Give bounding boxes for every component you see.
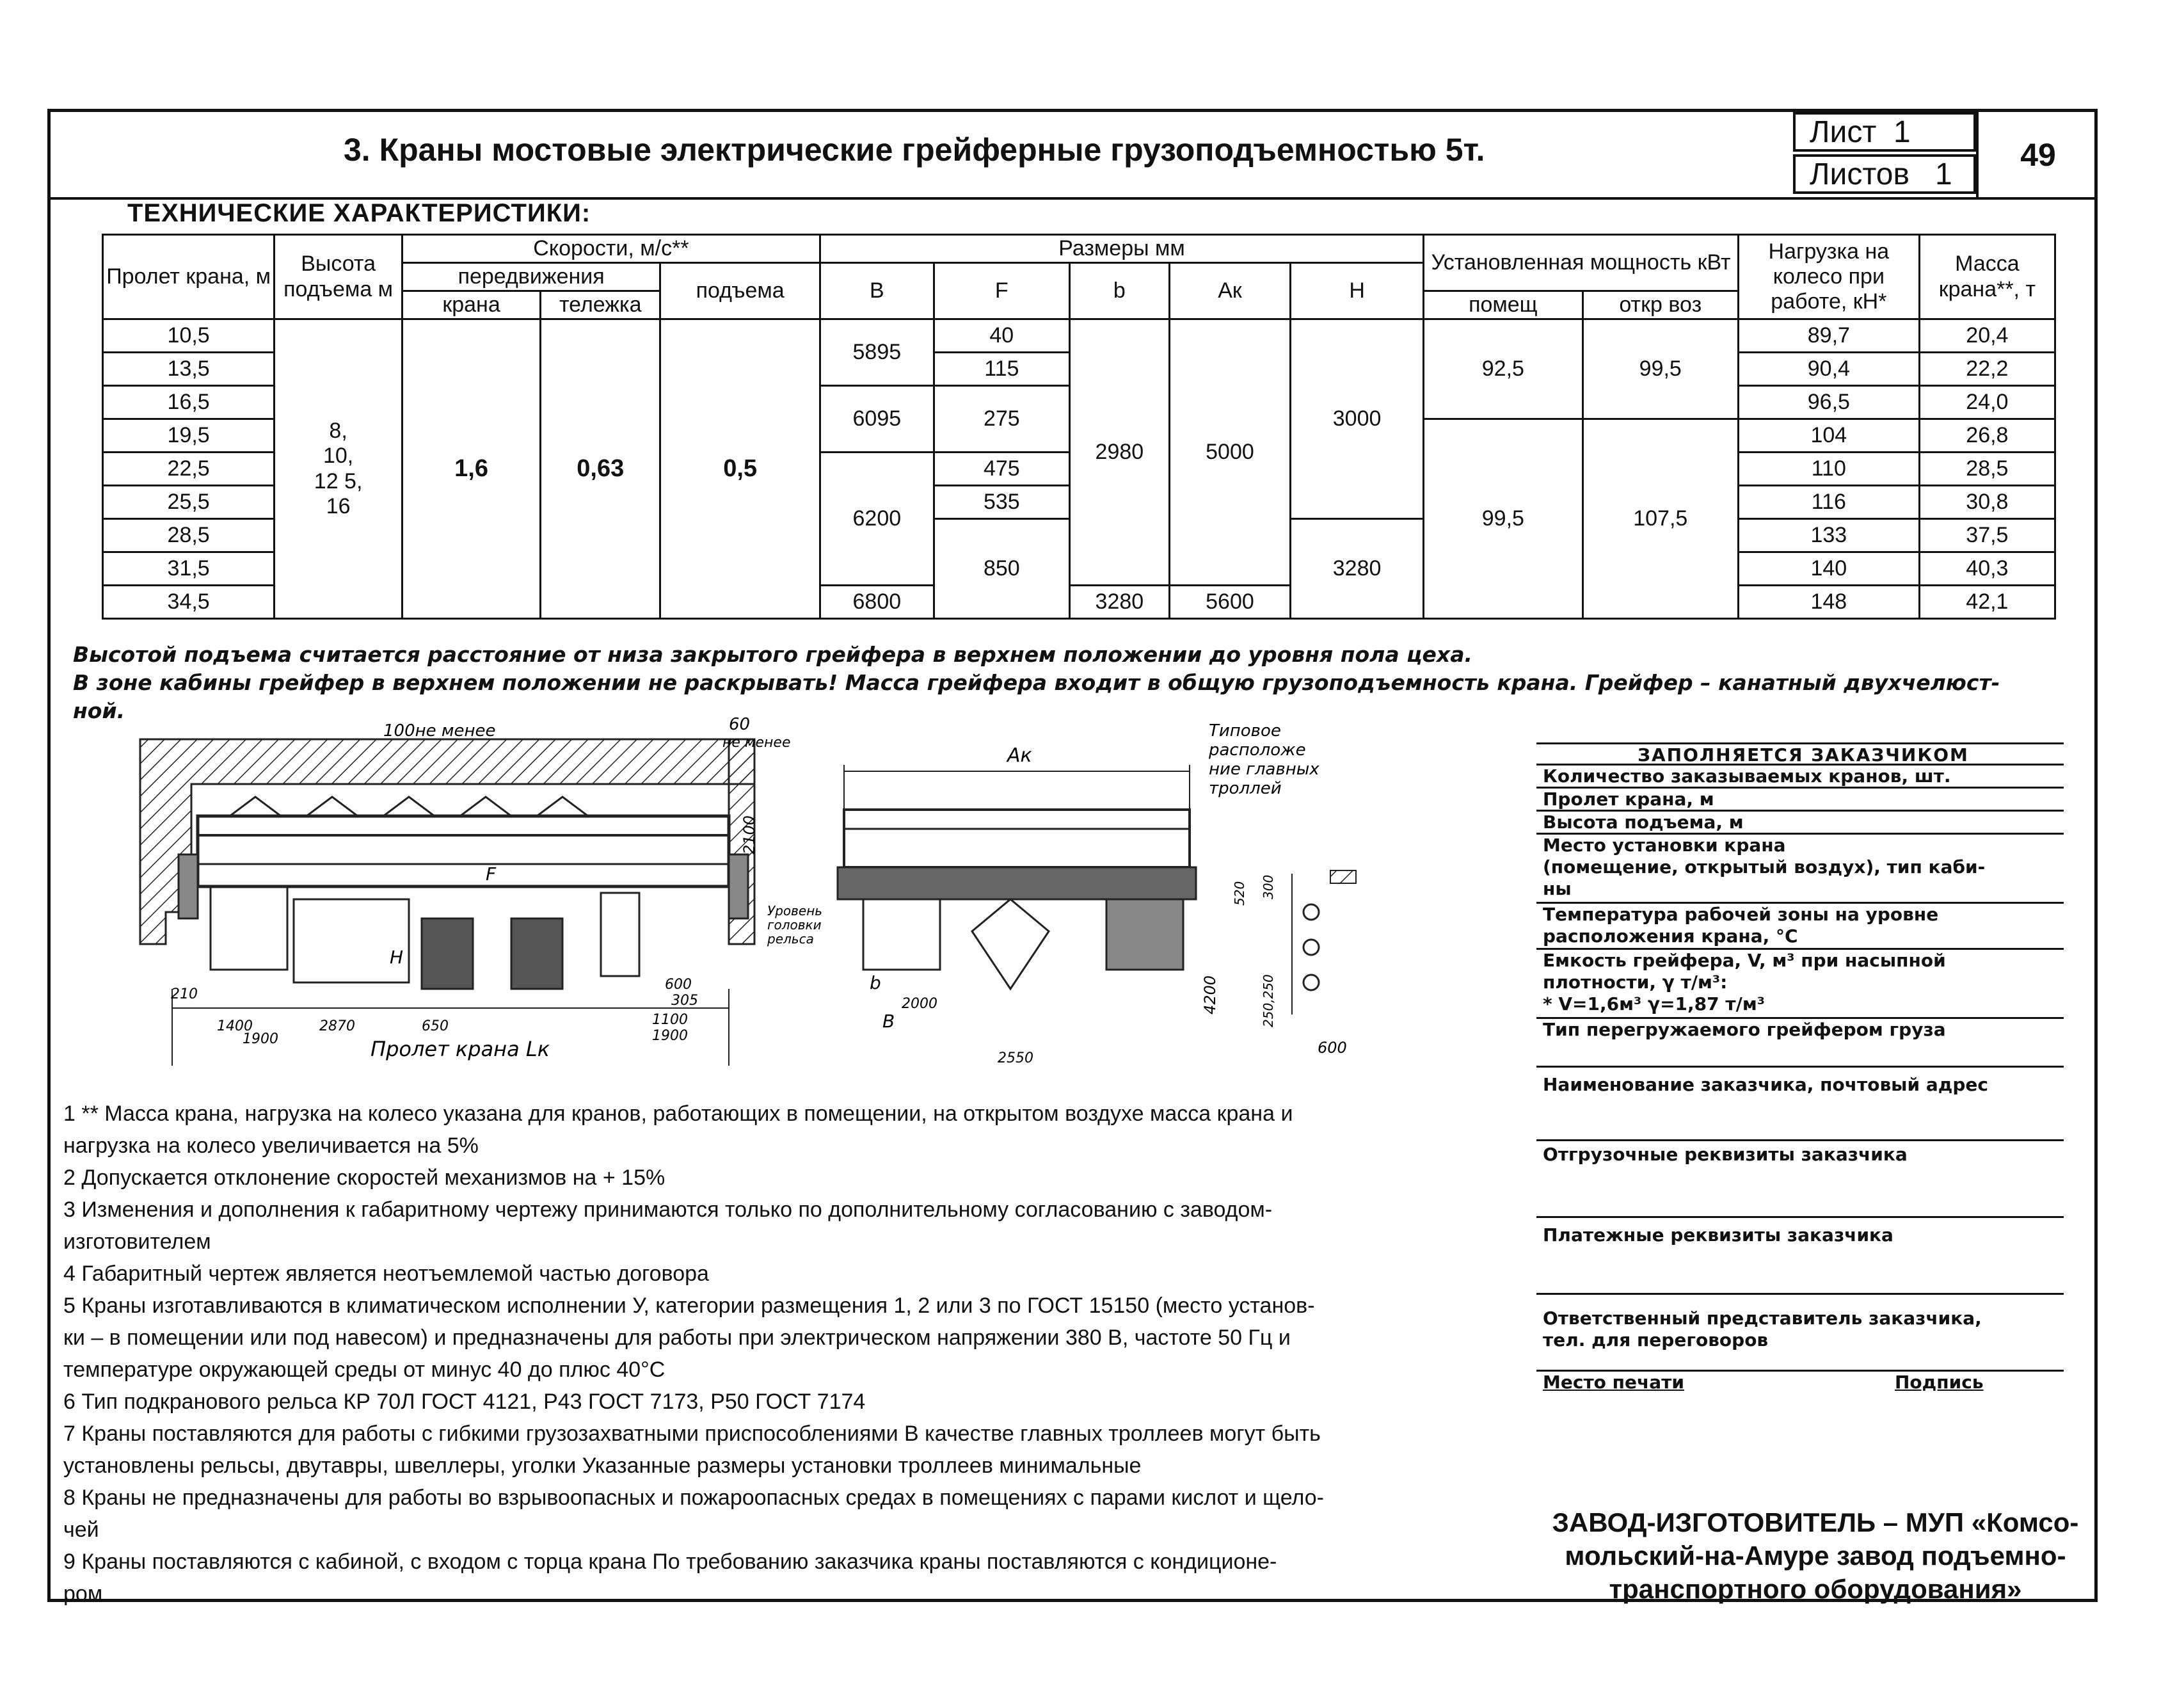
order-row-quantity[interactable]: Количество заказываемых кранов, шт. (1536, 765, 2064, 789)
dim-b-label: b (870, 972, 881, 993)
Ak-cell: 5000 (1169, 319, 1290, 586)
mass-cell: 42,1 (1919, 586, 2055, 619)
load-cell: 140 (1738, 552, 1919, 586)
power-outdoor-cell: 99,5 (1582, 319, 1738, 419)
order-row-cargo-type[interactable]: Тип перегружаемого грейфером груза (1536, 1019, 2064, 1068)
tech-specs-title: ТЕХНИЧЕСКИЕ ХАРАКТЕРИСТИКИ: (127, 199, 591, 227)
crane-speed-cell: 1,6 (402, 319, 540, 619)
H-cell: 3000 (1291, 319, 1424, 519)
note-line: изготовителем (63, 1230, 211, 1254)
sheets-total-cell (1793, 154, 1976, 194)
dim-2870: 2870 (319, 1018, 355, 1034)
dim-F-label: F (486, 863, 497, 885)
F-cell: 275 (934, 386, 1069, 453)
mass-cell: 20,4 (1919, 319, 2055, 353)
mass-cell: 28,5 (1919, 453, 2055, 486)
tech-specs-table (102, 234, 2056, 620)
col-crane-speed: крана (402, 291, 540, 319)
col-power: Установленная мощность кВт (1424, 235, 1739, 291)
dim-1400: 1400 (217, 1018, 253, 1034)
load-cell: 110 (1738, 453, 1919, 486)
col-F: F (934, 263, 1069, 319)
span-cell: 31,5 (103, 552, 275, 586)
dim-520: 520 (1232, 881, 1247, 906)
F-cell: 40 (934, 319, 1069, 353)
order-row-customer-name[interactable]: Наименование заказчика, почтовый адрес (1536, 1068, 2064, 1141)
col-dimensions: Размеры мм (820, 235, 1423, 263)
col-Ak: Aк (1169, 263, 1290, 319)
dim-2100: 2100 (740, 815, 758, 854)
B-cell: 6095 (820, 386, 934, 453)
signature-label: Подпись (1895, 1372, 1984, 1393)
col-B: B (820, 263, 934, 319)
sheet-counter (1793, 112, 1976, 197)
col-power-outdoor: откр воз (1582, 291, 1738, 319)
mass-cell: 30,8 (1919, 486, 2055, 519)
order-row-span[interactable]: Пролет крана, м (1536, 789, 2064, 812)
mass-cell: 40,3 (1919, 552, 2055, 586)
page-number: 49 (1976, 112, 2098, 197)
note-line: 3 Изменения и дополнения к габаритному чертежу принимаются только по дополнительному согласованию с заводом- (63, 1198, 1273, 1222)
note-line: чей (63, 1518, 99, 1542)
F-cell: 475 (934, 453, 1069, 486)
col-H: H (1291, 263, 1424, 319)
order-row-temperature[interactable]: Температура рабочей зоны на уровне расположения крана, °С (1536, 904, 2064, 950)
note-line: 7 Краны поставляются для работы с гибкими грузозахватными приспособлениями В качестве главных троллеев могут быть (63, 1422, 1321, 1446)
sheet-value: 1 (1893, 115, 1911, 149)
dim-B-label: B (882, 1011, 895, 1032)
page-title: 3. Краны мостовые электрические грейферные грузоподъемностью 5т. (344, 132, 1485, 168)
manufacturer: ЗАВОД-ИЗГОТОВИТЕЛЬ – МУП «Комсо- мольский-на-Амуре завод подъемно- транспортного оборудования» (1552, 1507, 2079, 1604)
dim-1900: 1900 (243, 1031, 278, 1047)
mass-cell: 24,0 (1919, 386, 2055, 419)
col-travel: передвижения (402, 263, 660, 291)
F-cell: 115 (934, 353, 1069, 386)
mass-cell: 22,2 (1919, 353, 2055, 386)
crane-dimension-drawing (115, 707, 1394, 1098)
dim-min60: 60 (729, 715, 751, 734)
note-line: 5 Краны изготавливаются в климатическом исполнении У, категории размещения 1, 2 или 3 по ГОСТ 15150 (место установ- (63, 1294, 1315, 1318)
power-outdoor-cell: 107,5 (1582, 419, 1738, 619)
order-row-grab-capacity[interactable]: Емкость грейфера, V, м³ при насыпной плотности, γ т/м³: * V=1,6м³ γ=1,87 т/м³ (1536, 950, 2064, 1019)
dim-min100: 100не менее (383, 721, 496, 741)
col-span: Пролет крана, м (103, 235, 275, 319)
load-cell: 148 (1738, 586, 1919, 619)
dim-300: 300 (1261, 874, 1276, 899)
dim-650: 650 (422, 1018, 449, 1034)
customer-order-form (1536, 742, 2064, 1402)
F-cell: 535 (934, 486, 1069, 519)
note-line: 8 Краны не предназначены для работы во взрывоопасных и пожароопасных средах в помещениях с парами кислот и щело- (63, 1486, 1324, 1510)
sheet-label: Лист (1810, 115, 1877, 149)
rail-level-label: Уровень головки рельса (767, 903, 823, 947)
trolley-speed-cell: 0,63 (541, 319, 660, 619)
sheets-value: 1 (1934, 157, 1952, 191)
dim-2000: 2000 (902, 996, 937, 1012)
note-line: нагрузка на колесо увеличивается на 5% (63, 1134, 479, 1158)
lift-speed-cell: 0,5 (660, 319, 820, 619)
dim-600: 600 (665, 977, 692, 993)
note-line: 1 ** Масса крана, нагрузка на колесо указана для кранов, работающих в помещении, на открытом воздухе масса крана и (63, 1102, 1293, 1126)
note-line: 9 Краны поставляются с кабиной, с входом с торца крана По требованию заказчика краны поставляются с кондиционе- (63, 1550, 1277, 1574)
dim-1100: 1100 (652, 1012, 688, 1028)
col-speeds: Скорости, м/с** (402, 235, 820, 263)
order-row-install-place[interactable]: Место установки крана (помещение, открытый воздух), тип каби- ны (1536, 835, 2064, 904)
col-wheel-load: Нагрузка на колесо при работе, кН* (1738, 235, 1919, 319)
col-lift-height: Высота подъема м (275, 235, 403, 319)
note-line: установлены рельсы, двутавры, швеллеры, уголки Указанные размеры установки троллеев минимальные (63, 1454, 1142, 1478)
lift-height-cell: 8, 10, 12 5, 16 (275, 319, 403, 619)
order-row-stamp (1536, 1372, 2064, 1401)
span-cell: 19,5 (103, 419, 275, 453)
note-lift-height: Высотой подъема считается расстояние от низа закрытого грейфера в верхнем положении до уровня пола цеха. (73, 642, 1473, 667)
load-cell: 116 (1738, 486, 1919, 519)
span-lk-label: Пролет крана Lк (371, 1037, 550, 1061)
mass-cell: 26,8 (1919, 419, 2055, 453)
load-cell: 90,4 (1738, 353, 1919, 386)
span-cell: 28,5 (103, 519, 275, 552)
order-row-payment[interactable]: Платежные реквизиты заказчика (1536, 1218, 2064, 1295)
note-grab-zone: В зоне кабины грейфер в верхнем положении не раскрывать! Масса грейфера входит в общую грузоподъемность крана. Грейфер – канатный двухчелюст- (73, 670, 2000, 695)
load-cell: 133 (1738, 519, 1919, 552)
b-cell: 2980 (1069, 319, 1169, 586)
trolley-position-note: Типовое расположе ние главных троллей (1209, 721, 1319, 798)
order-row-representative[interactable]: Ответственный представитель заказчика, тел. для переговоров (1536, 1295, 2064, 1372)
note-line: 6 Тип подкранового рельса КР 70Л ГОСТ 4121, Р43 ГОСТ 7173, Р50 ГОСТ 7174 (63, 1390, 866, 1414)
load-cell: 104 (1738, 419, 1919, 453)
general-notes (63, 1098, 1548, 1610)
table-row (103, 319, 2055, 353)
span-cell: 16,5 (103, 386, 275, 419)
dim-1900b: 1900 (652, 1028, 688, 1044)
dim-250: 250,250 (1261, 974, 1276, 1027)
sheet-number-cell (1793, 112, 1976, 152)
load-cell: 89,7 (1738, 319, 1919, 353)
order-form-title: ЗАПОЛНЯЕТСЯ ЗАКАЗЧИКОМ (1536, 742, 2064, 765)
B-cell: 5895 (820, 319, 934, 386)
H-cell: 3280 (1291, 519, 1424, 619)
mass-cell: 37,5 (1919, 519, 2055, 552)
power-indoor-cell: 92,5 (1424, 319, 1583, 419)
Ak-cell: 5600 (1169, 586, 1290, 619)
power-indoor-cell: 99,5 (1424, 419, 1583, 619)
order-row-shipping[interactable]: Отгрузочные реквизиты заказчика (1536, 1141, 2064, 1218)
span-cell: 22,5 (103, 453, 275, 486)
dim-305: 305 (671, 993, 698, 1009)
span-cell: 34,5 (103, 586, 275, 619)
span-cell: 10,5 (103, 319, 275, 353)
note-grab-zone-cont: ной. (73, 698, 125, 723)
col-power-indoor: помещ (1424, 291, 1583, 319)
note-line: 4 Габаритный чертеж является неотъемлемой частью договора (63, 1262, 709, 1286)
dim-2550: 2550 (998, 1050, 1033, 1066)
span-cell: 25,5 (103, 486, 275, 519)
load-cell: 96,5 (1738, 386, 1919, 419)
note-line: ром (63, 1582, 103, 1606)
dim-210: 210 (171, 986, 198, 1002)
order-row-lift-height[interactable]: Высота подъема, м (1536, 812, 2064, 835)
dim-600b: 600 (1318, 1039, 1347, 1057)
col-lift-speed: подъема (660, 263, 820, 319)
B-cell: 6800 (820, 586, 934, 619)
b-cell: 3280 (1069, 586, 1169, 619)
dim-4200: 4200 (1201, 975, 1219, 1014)
crane-end-view (838, 765, 1356, 1014)
drawing-sheet (47, 109, 2098, 1606)
dim-min60-label: не менее (722, 735, 791, 751)
F-cell: 850 (934, 519, 1069, 619)
col-trolley-speed: тележка (541, 291, 660, 319)
B-cell: 6200 (820, 453, 934, 586)
note-line: 2 Допускается отклонение скоростей механизмов на + 15% (63, 1166, 666, 1190)
stamp-label: Место печати (1543, 1372, 1684, 1393)
note-line: ки – в помещении или под навесом) и предназначены для работы при электрическом напряжении 380 В, частоте 50 Гц и (63, 1326, 1291, 1350)
note-line: температуре окружающей среды от минус 40 до плюс 40°С (63, 1358, 666, 1382)
dim-H-label: H (390, 947, 404, 968)
col-b: b (1069, 263, 1169, 319)
col-crane-mass: Масса крана**, т (1919, 235, 2055, 319)
dim-ak-label: Aк (1007, 744, 1032, 767)
span-cell: 13,5 (103, 353, 275, 386)
sheets-label: Листов (1810, 157, 1909, 191)
